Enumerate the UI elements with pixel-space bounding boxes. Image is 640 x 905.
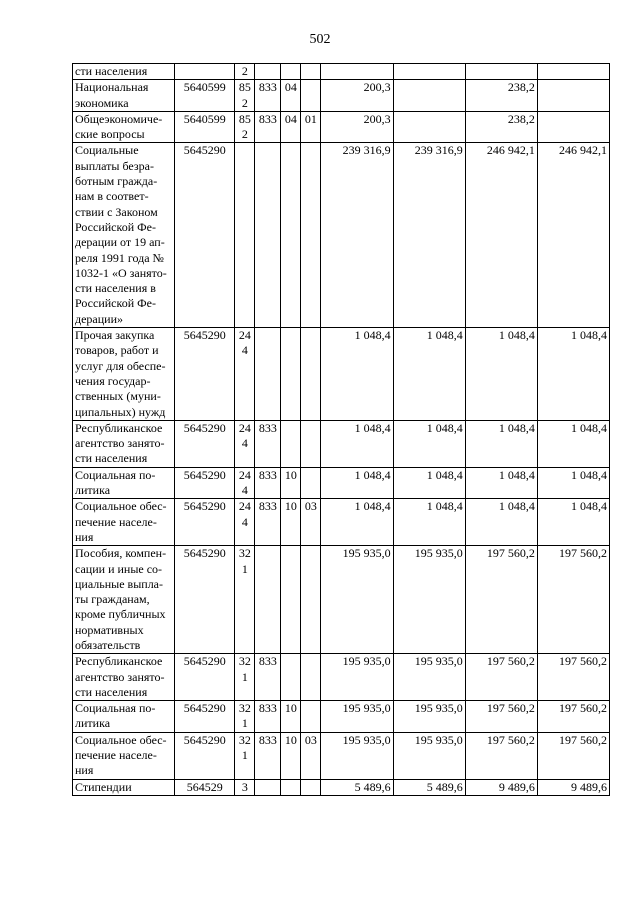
subsection-code bbox=[301, 546, 321, 654]
amount-col-3: 197 560,2 bbox=[465, 546, 537, 654]
expense-type-code: 852 bbox=[235, 111, 255, 143]
amount-col-3: 238,2 bbox=[465, 111, 537, 143]
section-code bbox=[281, 64, 301, 80]
section-code: 04 bbox=[281, 80, 301, 112]
amount-col-3: 238,2 bbox=[465, 80, 537, 112]
row-name: Общеэкономиче-ские вопросы bbox=[73, 111, 175, 143]
target-article-code: 5645290 bbox=[175, 467, 235, 499]
administrator-code bbox=[255, 328, 281, 421]
amount-col-3: 1 048,4 bbox=[465, 499, 537, 546]
row-name: Прочая закупка товаров, работ и услуг для обеспе-чения государ-ственных (муни-ципальных) нужд bbox=[73, 328, 175, 421]
target-article-code: 5640599 bbox=[175, 80, 235, 112]
table-row bbox=[73, 420, 610, 467]
administrator-code bbox=[255, 143, 281, 328]
subsection-code bbox=[301, 64, 321, 80]
amount-col-4: 246 942,1 bbox=[537, 143, 609, 328]
amount-col-1: 195 935,0 bbox=[321, 701, 393, 733]
table-row bbox=[73, 779, 610, 795]
amount-col-1: 195 935,0 bbox=[321, 732, 393, 779]
subsection-code: 01 bbox=[301, 111, 321, 143]
subsection-code bbox=[301, 779, 321, 795]
row-name: Республиканское агентство занято-сти населения bbox=[73, 654, 175, 701]
table-row bbox=[73, 701, 610, 733]
amount-col-2: 239 316,9 bbox=[393, 143, 465, 328]
expense-type-code bbox=[235, 143, 255, 328]
amount-col-2: 1 048,4 bbox=[393, 499, 465, 546]
subsection-code: 03 bbox=[301, 499, 321, 546]
subsection-code bbox=[301, 654, 321, 701]
amount-col-3: 246 942,1 bbox=[465, 143, 537, 328]
amount-col-4: 1 048,4 bbox=[537, 467, 609, 499]
section-code: 10 bbox=[281, 732, 301, 779]
amount-col-4: 1 048,4 bbox=[537, 420, 609, 467]
amount-col-1: 200,3 bbox=[321, 111, 393, 143]
row-name: Социальные выплаты безра-ботным гражда-нам в соответ-ствии с Законом Российской Фе-дерации от 19 ап-реля 1991 года № 1032-1 «О занято-сти населения в Российской Фе-дерации» bbox=[73, 143, 175, 328]
expense-type-code: 244 bbox=[235, 328, 255, 421]
amount-col-2: 195 935,0 bbox=[393, 654, 465, 701]
amount-col-3: 1 048,4 bbox=[465, 328, 537, 421]
expense-type-code: 3 bbox=[235, 779, 255, 795]
amount-col-3: 9 489,6 bbox=[465, 779, 537, 795]
table-row bbox=[73, 546, 610, 654]
administrator-code bbox=[255, 779, 281, 795]
amount-col-4: 197 560,2 bbox=[537, 701, 609, 733]
table-row bbox=[73, 80, 610, 112]
target-article-code: 5645290 bbox=[175, 732, 235, 779]
subsection-code bbox=[301, 467, 321, 499]
target-article-code bbox=[175, 64, 235, 80]
table-row bbox=[73, 64, 610, 80]
row-name: Республиканское агентство занято-сти населения bbox=[73, 420, 175, 467]
target-article-code: 564529 bbox=[175, 779, 235, 795]
amount-col-2: 1 048,4 bbox=[393, 467, 465, 499]
section-code bbox=[281, 420, 301, 467]
amount-col-3 bbox=[465, 64, 537, 80]
section-code: 10 bbox=[281, 499, 301, 546]
section-code bbox=[281, 143, 301, 328]
target-article-code: 5640599 bbox=[175, 111, 235, 143]
amount-col-1: 200,3 bbox=[321, 80, 393, 112]
administrator-code: 833 bbox=[255, 111, 281, 143]
table-row bbox=[73, 732, 610, 779]
target-article-code: 5645290 bbox=[175, 499, 235, 546]
administrator-code: 833 bbox=[255, 467, 281, 499]
administrator-code: 833 bbox=[255, 420, 281, 467]
section-code bbox=[281, 654, 301, 701]
section-code: 04 bbox=[281, 111, 301, 143]
row-name: Социальное обес-печение населе-ния bbox=[73, 499, 175, 546]
expense-type-code: 2 bbox=[235, 64, 255, 80]
amount-col-2 bbox=[393, 111, 465, 143]
expense-type-code: 321 bbox=[235, 654, 255, 701]
table-row bbox=[73, 654, 610, 701]
expense-type-code: 852 bbox=[235, 80, 255, 112]
amount-col-3: 197 560,2 bbox=[465, 732, 537, 779]
row-name: Стипендии bbox=[73, 779, 175, 795]
table-row bbox=[73, 111, 610, 143]
amount-col-1: 195 935,0 bbox=[321, 546, 393, 654]
row-name: Социальная по-литика bbox=[73, 701, 175, 733]
amount-col-2 bbox=[393, 80, 465, 112]
amount-col-2: 5 489,6 bbox=[393, 779, 465, 795]
amount-col-3: 1 048,4 bbox=[465, 420, 537, 467]
administrator-code bbox=[255, 546, 281, 654]
expense-type-code: 244 bbox=[235, 499, 255, 546]
table-row bbox=[73, 328, 610, 421]
amount-col-2: 1 048,4 bbox=[393, 328, 465, 421]
administrator-code: 833 bbox=[255, 499, 281, 546]
administrator-code bbox=[255, 64, 281, 80]
amount-col-4: 1 048,4 bbox=[537, 328, 609, 421]
subsection-code bbox=[301, 80, 321, 112]
amount-col-1: 239 316,9 bbox=[321, 143, 393, 328]
amount-col-4 bbox=[537, 64, 609, 80]
subsection-code bbox=[301, 143, 321, 328]
amount-col-1: 1 048,4 bbox=[321, 328, 393, 421]
amount-col-4: 1 048,4 bbox=[537, 499, 609, 546]
expense-type-code: 321 bbox=[235, 546, 255, 654]
table-row bbox=[73, 499, 610, 546]
amount-col-1: 195 935,0 bbox=[321, 654, 393, 701]
target-article-code: 5645290 bbox=[175, 143, 235, 328]
amount-col-4: 197 560,2 bbox=[537, 546, 609, 654]
expense-type-code: 321 bbox=[235, 701, 255, 733]
amount-col-4 bbox=[537, 80, 609, 112]
target-article-code: 5645290 bbox=[175, 701, 235, 733]
amount-col-4: 9 489,6 bbox=[537, 779, 609, 795]
section-code: 10 bbox=[281, 467, 301, 499]
amount-col-2: 195 935,0 bbox=[393, 732, 465, 779]
section-code bbox=[281, 546, 301, 654]
expense-type-code: 244 bbox=[235, 467, 255, 499]
budget-table bbox=[72, 63, 610, 796]
row-name: Социальное обес-печение населе-ния bbox=[73, 732, 175, 779]
table-row bbox=[73, 143, 610, 328]
page-number: 502 bbox=[309, 32, 331, 47]
row-name: Социальная по-литика bbox=[73, 467, 175, 499]
amount-col-1: 5 489,6 bbox=[321, 779, 393, 795]
subsection-code bbox=[301, 420, 321, 467]
subsection-code bbox=[301, 701, 321, 733]
administrator-code: 833 bbox=[255, 654, 281, 701]
target-article-code: 5645290 bbox=[175, 654, 235, 701]
amount-col-3: 1 048,4 bbox=[465, 467, 537, 499]
amount-col-4: 197 560,2 bbox=[537, 732, 609, 779]
amount-col-1: 1 048,4 bbox=[321, 499, 393, 546]
amount-col-2 bbox=[393, 64, 465, 80]
amount-col-1 bbox=[321, 64, 393, 80]
administrator-code: 833 bbox=[255, 80, 281, 112]
target-article-code: 5645290 bbox=[175, 420, 235, 467]
subsection-code: 03 bbox=[301, 732, 321, 779]
amount-col-1: 1 048,4 bbox=[321, 467, 393, 499]
amount-col-3: 197 560,2 bbox=[465, 701, 537, 733]
section-code bbox=[281, 779, 301, 795]
amount-col-4 bbox=[537, 111, 609, 143]
section-code bbox=[281, 328, 301, 421]
expense-type-code: 244 bbox=[235, 420, 255, 467]
table-row bbox=[73, 467, 610, 499]
amount-col-3: 197 560,2 bbox=[465, 654, 537, 701]
amount-col-1: 1 048,4 bbox=[321, 420, 393, 467]
section-code: 10 bbox=[281, 701, 301, 733]
target-article-code: 5645290 bbox=[175, 546, 235, 654]
expense-type-code: 321 bbox=[235, 732, 255, 779]
amount-col-2: 195 935,0 bbox=[393, 701, 465, 733]
amount-col-4: 197 560,2 bbox=[537, 654, 609, 701]
administrator-code: 833 bbox=[255, 732, 281, 779]
table-body bbox=[73, 64, 610, 796]
amount-col-2: 1 048,4 bbox=[393, 420, 465, 467]
target-article-code: 5645290 bbox=[175, 328, 235, 421]
administrator-code: 833 bbox=[255, 701, 281, 733]
row-name: Национальная экономика bbox=[73, 80, 175, 112]
amount-col-2: 195 935,0 bbox=[393, 546, 465, 654]
subsection-code bbox=[301, 328, 321, 421]
row-name: сти населения bbox=[73, 64, 175, 80]
row-name: Пособия, компен-сации и иные со-циальные выпла-ты гражданам, кроме публичных нормативных обязательств bbox=[73, 546, 175, 654]
